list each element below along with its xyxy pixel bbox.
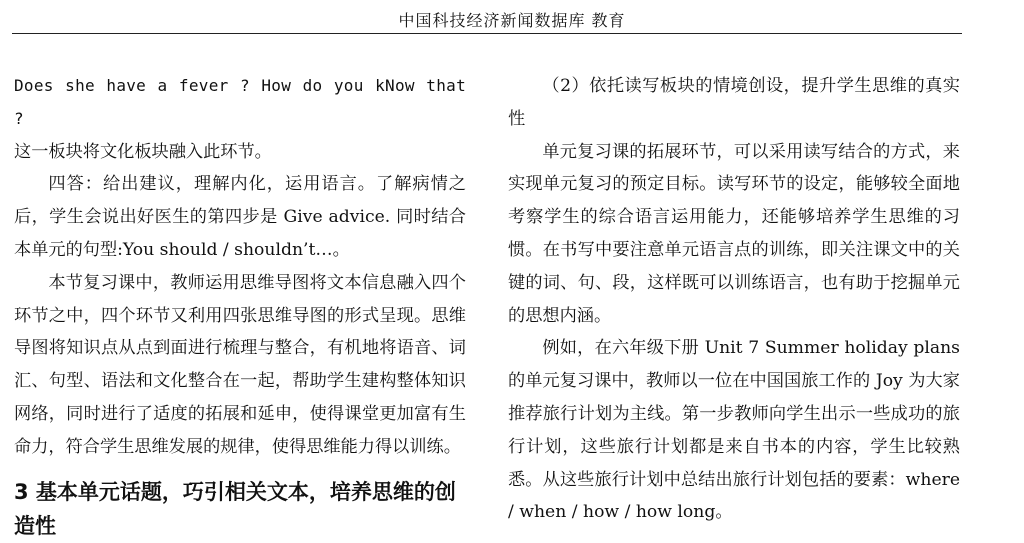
right-column (508, 70, 960, 529)
header-rule (12, 33, 962, 34)
section-heading: 3 基本单元话题，巧引相关文本，培养思维的创造性 (14, 479, 456, 538)
subsection-heading: （2）依托读写板块的情境创设，提升学生思维的真实性 (508, 76, 960, 129)
paragraph-mind-map: 本节复习课中，教师运用思维导图将文本信息融入四个环节之中，四个环节又利用四张思维导图的形式呈现。思维导图将知识点从点到面进行梳理与整合，有机地将语音、词汇、句型、语法和文化整合在一起，帮助学生建构整体知识网络，同时进行了适度的拓展和延申，使得课堂更加富有生命力，符合学生思维发展的规律，使得思维能力得以训练。 (14, 272, 466, 457)
dialogue-line: Does she have a fever ? How do you kNow that ? (14, 76, 466, 128)
paragraph-four-answers: 四答：给出建议，理解内化，运用语言。了解病情之后，学生会说出好医生的第四步是 Give advice. 同时结合本单元的句型:You should / shouldn’t…。 (14, 174, 466, 260)
running-header: 中国科技经济新闻数据库 教育 (398, 11, 626, 30)
body-line: 这一板块将文化板块融入此环节。 (14, 141, 272, 162)
paragraph-example: 例如，在六年级下册 Unit 7 Summer holiday plans 的单元复习课中，教师以一位在中国国旅工作的 Joy 为大家推荐旅行计划为主线。第一步教师向学生出示一些成功的旅行计划，这些旅行计划都是来自书本的内容，学生比较熟悉。从这些旅行计划中总结出旅行计划包括的要素：where / when / how / how long。 (508, 338, 960, 523)
paragraph-reading-writing: 单元复习课的拓展环节，可以采用读写结合的方式，来实现单元复习的预定目标。读写环节的设定，能够较全面地考察学生的综合语言运用能力，还能够培养学生思维的习惯。在书写中要注意单元语言点的训练，即关注课文中的关键的词、句、段，这样既可以训练语言，也有助于挖掘单元的思想内涵。 (508, 141, 960, 326)
left-column (14, 70, 466, 543)
